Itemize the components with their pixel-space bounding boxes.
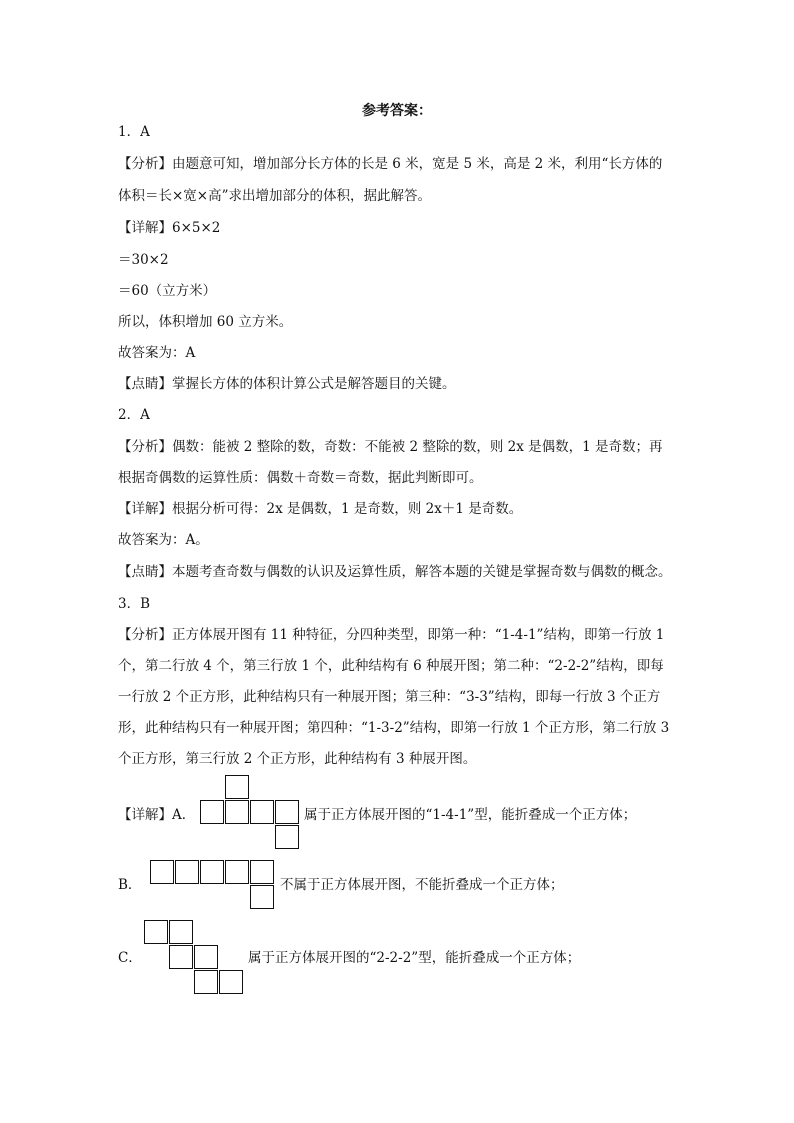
net-a-square [225,800,249,824]
q1-answer: 故答案为：A [118,345,196,361]
net-a-square [275,800,299,824]
net-b-square [150,860,174,884]
net-b-square [175,860,199,884]
q1-number: 1．A [118,124,150,140]
q3-analysis-line3: 一行放 2 个正方形，此种结构只有一种展开图；第三种：“3-3”结构，即每一行放 3 个正方 [118,689,661,705]
net-c-square [144,920,168,944]
q3-detail-b-label: B． [118,877,142,893]
q2-analysis-line1: 【分析】偶数：能被 2 整除的数，奇数：不能被 2 整除的数，则 2x 是偶数，1 是奇数；再 [118,439,663,455]
net-b-square [250,860,274,884]
q2-analysis-line2: 根据奇偶数的运算性质：偶数＋奇数＝奇数，据此判断即可。 [118,470,483,486]
net-b-square [200,860,224,884]
q3-detail-c-text: 属于正方体展开图的“2-2-2”型，能折叠成一个正方体； [248,950,581,966]
q1-conclusion: 所以，体积增加 60 立方米。 [118,314,293,330]
cube-net-b [150,860,278,914]
q1-analysis-line2: 体积＝长×宽×高”求出增加部分的体积，据此解答。 [118,188,432,204]
q2-tip: 【点睛】本题考查奇数与偶数的认识及运算性质，解答本题的关键是掌握奇数与偶数的概念。 [118,564,672,580]
q3-number: 3．B [118,596,151,612]
q3-analysis-line5: 个正方形，第三行放 2 个正方形，此种结构有 3 种展开图。 [118,751,477,767]
q3-detail-a-text: 属于正方体展开图的“1-4-1”型，能折叠成一个正方体； [304,807,637,823]
net-a-square [275,825,299,849]
q3-analysis-line2: 个，第二行放 4 个，第三行放 1 个，此种结构有 6 种展开图；第二种：“2-2-2”结构，即每 [118,658,664,674]
net-a-square [225,775,249,799]
net-c-square [194,970,218,994]
net-a-square [250,800,274,824]
q1-detail: 【详解】6×5×2 [118,220,221,236]
net-c-square [169,945,193,969]
net-c-square [169,920,193,944]
cube-net-c [144,920,248,998]
q3-detail-b-text: 不属于正方体展开图，不能折叠成一个正方体； [280,877,564,893]
q3-analysis-line4: 形，此种结构只有一种展开图；第四种：“1-3-2”结构，即第一行放 1 个正方形，第二行放 3 [118,720,670,736]
net-b-square [250,885,274,909]
q1-step2: ＝60（立方米） [118,283,217,299]
q1-step1: ＝30×2 [118,252,169,268]
net-c-square [194,945,218,969]
q3-analysis-line1: 【分析】正方体展开图有 11 种特征，分四种类型，即第一种：“1-4-1”结构，即第一行放 1 [118,627,665,643]
q3-detail-a-label: 【详解】A． [118,807,196,823]
q1-analysis-line1: 【分析】由题意可知，增加部分长方体的长是 6 米，宽是 5 米，高是 2 米，利用“长方体的 [118,156,663,172]
cube-net-a [200,775,302,853]
net-c-square [219,970,243,994]
q1-tip: 【点睛】掌握长方体的体积计算公式是解答题目的关键。 [118,376,456,392]
page-title: 参考答案： [362,103,432,119]
q2-answer: 故答案为：A。 [118,532,209,548]
net-b-square [225,860,249,884]
q2-number: 2．A [118,407,150,423]
q2-detail: 【详解】根据分析可得：2x 是偶数，1 是奇数，则 2x＋1 是奇数。 [118,501,523,517]
q3-detail-c-label: C． [118,950,142,966]
net-a-square [200,800,224,824]
